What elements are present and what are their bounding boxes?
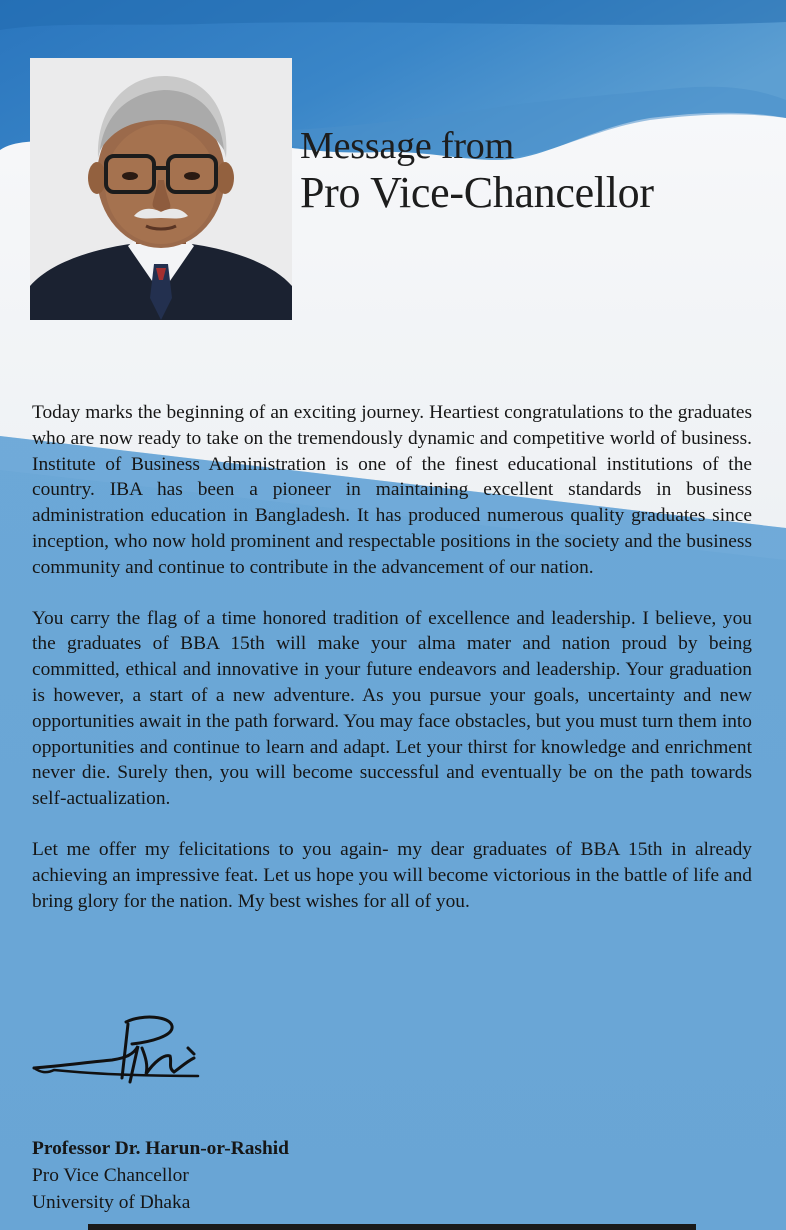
signer-name: Professor Dr. Harun-or-Rashid [32, 1138, 289, 1159]
message-body [32, 400, 752, 939]
signature-image [30, 1010, 210, 1086]
bottom-rule [88, 1224, 696, 1230]
signer-position: Pro Vice Chancellor [32, 1165, 189, 1186]
signoff-block [32, 1135, 289, 1216]
heading-line-1: Message from [300, 125, 514, 167]
signer-institution: University of Dhaka [32, 1192, 191, 1213]
page-heading [300, 124, 654, 218]
message-paragraph-3: Let me offer my felicitations to you again- my dear graduates of BBA 15th in already achieving an impressive feat. Let us hope you will become victorious in the battle of life and bring glory for the nation. My best wishes for all of you. [32, 838, 752, 912]
portrait-photo [30, 58, 292, 320]
heading-line-2: Pro Vice-Chancellor [300, 168, 654, 217]
message-paragraph-2: You carry the flag of a time honored tradition of excellence and leadership. I believe, you the graduates of BBA 15th will make your alma mater and nation proud by being committed, ethical and innovative in your future endeavors and leadership. Your graduation is however, a start of a new adventure. As you pursue your goals, uncertainty and new opportunities await in the path forward. You may face obstacles, but you must turn them into opportunities and continue to learn and adapt. Let your thirst for knowledge and enrichment never die. Surely then, you will become successful and eventually be on the path towards self-actualization. [32, 607, 752, 810]
message-paragraph-1: Today marks the beginning of an exciting journey. Heartiest congratulations to the graduates who are now ready to take on the tremendously dynamic and competitive world of business. Institute of Business Administration is one of the finest educational institutions of the country. IBA has been a pioneer in maintaining excellent standards in business administration education in Bangladesh. It has produced numerous quality graduates since inception, who now hold prominent and respectable positions in the society and the business community and continue to contribute in the advancement of our nation. [32, 402, 752, 578]
